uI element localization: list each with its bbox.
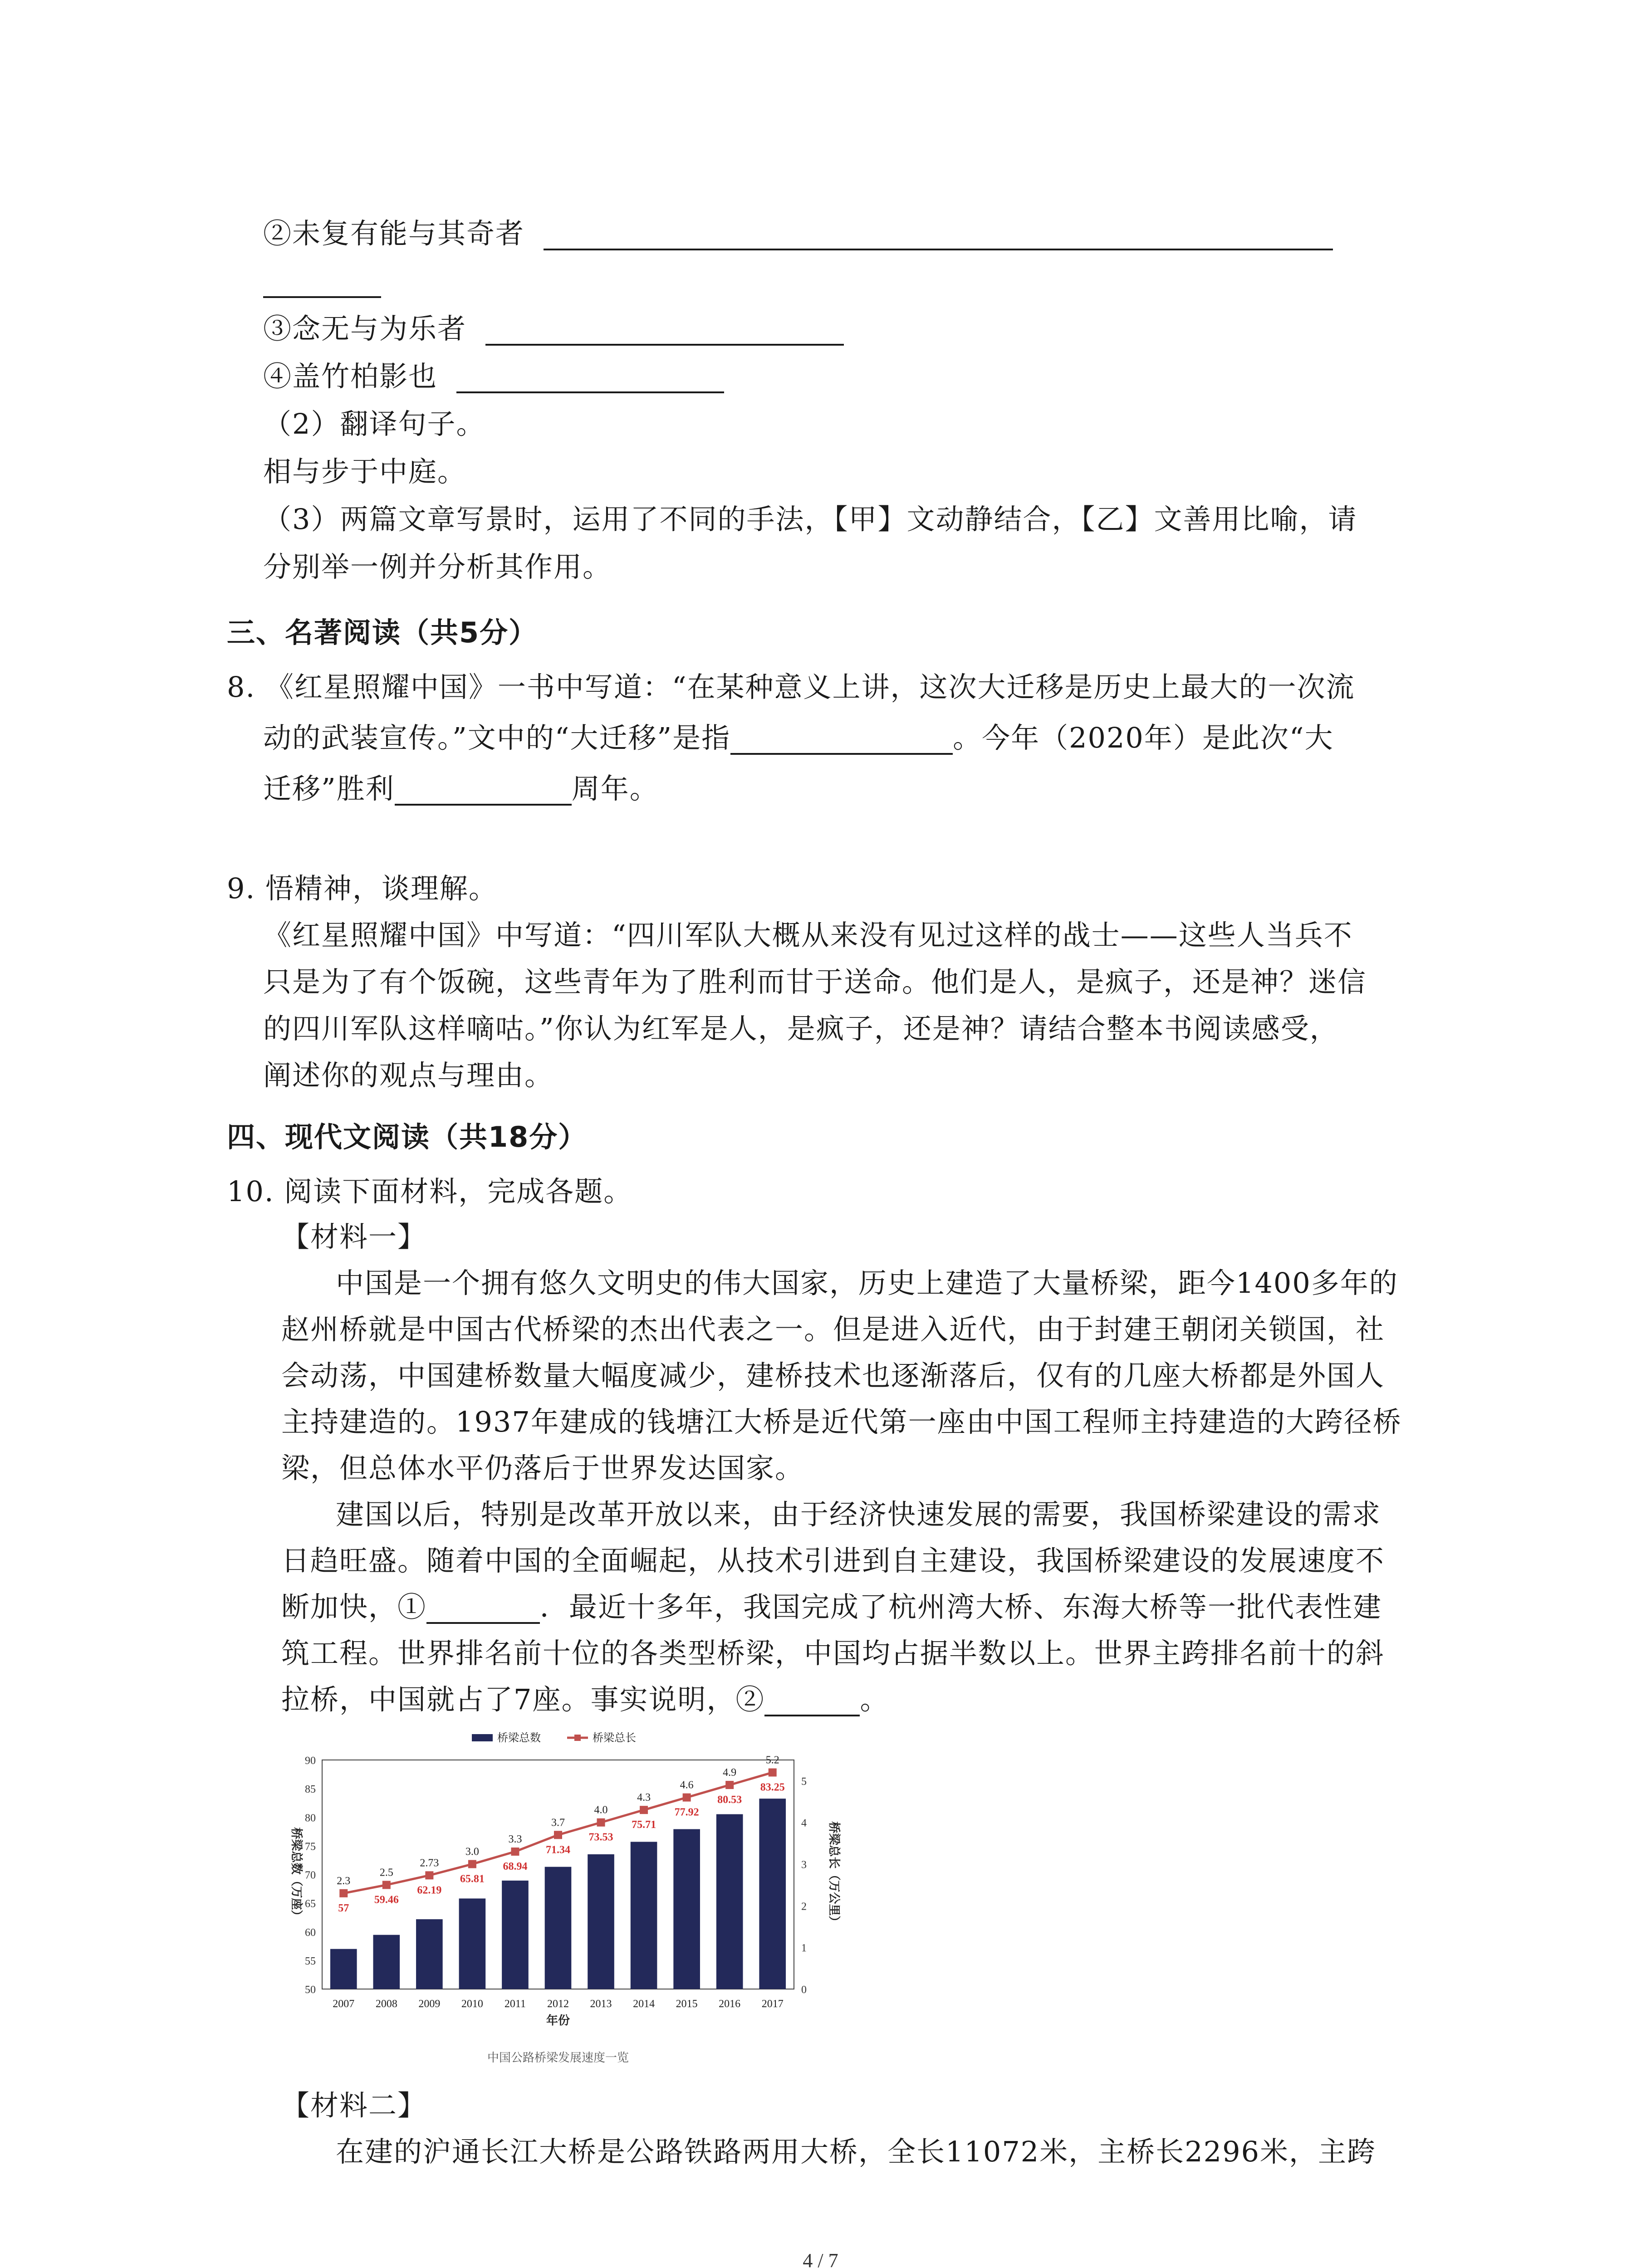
bar bbox=[673, 1829, 700, 1989]
line-point bbox=[640, 1806, 648, 1814]
legend-line-label: 桥梁总长 bbox=[593, 1732, 636, 1744]
x-axis-title: 年份 bbox=[546, 2014, 570, 2027]
answer-blank[interactable] bbox=[263, 287, 381, 298]
y-left-tick-label: 85 bbox=[305, 1784, 316, 1796]
paragraph-2-line5 bbox=[281, 1683, 889, 1716]
answer-blank[interactable] bbox=[456, 364, 724, 393]
x-tick-label: 2015 bbox=[676, 1998, 698, 2010]
line-data-label: 3.7 bbox=[551, 1817, 565, 1829]
line-data-label: 4.3 bbox=[637, 1792, 651, 1804]
y-right-axis-title: 桥梁总长（万公里） bbox=[828, 1821, 841, 1928]
y-right-tick-label: 0 bbox=[801, 1984, 807, 1996]
y-left-axis-title: 桥梁总数（万座） bbox=[290, 1827, 303, 1922]
bar bbox=[631, 1842, 657, 1989]
paragraph-2-line5-text: 拉桥，中国就占了7座。事实说明，② bbox=[281, 1683, 765, 1716]
line-data-label: 4.0 bbox=[594, 1804, 608, 1816]
bar-data-label: 57 bbox=[338, 1902, 349, 1914]
bar bbox=[373, 1935, 400, 1989]
line-point bbox=[554, 1831, 562, 1839]
bar-data-label: 71.34 bbox=[546, 1844, 570, 1856]
paragraph-2-line1: 建国以后，特别是改革开放以来，由于经济快速发展的需要，我国桥梁建设的需求 bbox=[336, 1498, 1381, 1531]
paragraph-1-line4: 主持建造的。1937年建成的钱塘江大桥是近代第一座由中国工程师主持建造的大跨径桥 bbox=[281, 1405, 1402, 1438]
bar-data-label: 62.19 bbox=[417, 1884, 442, 1897]
answer-blank[interactable] bbox=[395, 777, 572, 806]
answer-blank[interactable] bbox=[544, 221, 1333, 250]
bar-data-label: 73.53 bbox=[588, 1831, 613, 1843]
line-point bbox=[769, 1769, 777, 1777]
paragraph-2-line3-text: 断加快，① bbox=[281, 1590, 427, 1623]
line-data-label: 3.0 bbox=[465, 1846, 479, 1858]
q9-line1: 《红星照耀中国》中写道：“四川军队大概从来没有见过这样的战士——这些人当兵不 bbox=[263, 919, 1353, 952]
x-tick-label: 2008 bbox=[375, 1998, 397, 2010]
paragraph-2-line2: 日趋旺盛。随着中国的全面崛起，从技术引进到自主建设，我国桥梁建设的发展速度不 bbox=[281, 1544, 1385, 1577]
bar-data-label: 83.25 bbox=[760, 1781, 785, 1794]
line-point bbox=[683, 1794, 691, 1802]
item-2 bbox=[263, 217, 1333, 250]
sub-question-3-line1: （3）两篇文章写景时，运用了不同的手法，【甲】文动静结合，【乙】文善用比喻，请 bbox=[263, 503, 1357, 536]
bar bbox=[545, 1867, 572, 1989]
y-left-tick-label: 90 bbox=[305, 1755, 316, 1767]
y-right-tick-label: 1 bbox=[801, 1942, 807, 1955]
legend-bar-label: 桥梁总数 bbox=[497, 1732, 541, 1744]
sentence-to-translate: 相与步于中庭。 bbox=[263, 455, 467, 488]
bar-data-label: 68.94 bbox=[503, 1861, 528, 1872]
bar-data-label: 75.71 bbox=[632, 1819, 656, 1831]
bridge-development-chart bbox=[272, 1730, 916, 2075]
q9-line2: 只是为了有个饭碗，这些青年为了胜利而甘于送命。他们是人，是疯子，还是神？迷信 bbox=[263, 965, 1367, 998]
item-3 bbox=[263, 312, 844, 346]
line-point bbox=[425, 1871, 433, 1879]
page-number: 4 / 7 bbox=[803, 2249, 838, 2268]
bar-data-label: 65.81 bbox=[460, 1873, 485, 1885]
item-4 bbox=[263, 360, 724, 393]
material-1-label: 【材料一】 bbox=[281, 1220, 427, 1253]
item-2-text: ②未复有能与其奇者 bbox=[263, 217, 525, 250]
answer-blank[interactable] bbox=[764, 1687, 860, 1716]
sub-question-3-line2: 分别举一例并分析其作用。 bbox=[263, 550, 612, 583]
line-data-label: 4.9 bbox=[723, 1767, 737, 1779]
q8-line1: 8. 《红星照耀中国》一书中写道：“在某种意义上讲，这次大迁移是历史上最大的一次流 bbox=[227, 670, 1355, 704]
q9-line4: 阐述你的观点与理由。 bbox=[263, 1059, 554, 1092]
line-data-label: 2.73 bbox=[420, 1857, 439, 1869]
y-left-tick-label: 65 bbox=[305, 1898, 316, 1910]
paragraph-1-line1: 中国是一个拥有悠久文明史的伟大国家，历史上建造了大量桥梁，距今1400多年的 bbox=[336, 1266, 1398, 1300]
x-tick-label: 2010 bbox=[461, 1998, 483, 2010]
item-2-blank-continued bbox=[263, 264, 381, 298]
q9-line3: 的四川军队这样嘀咕。”你认为红军是人，是疯子，还是神？请结合整本书阅读感受， bbox=[263, 1012, 1339, 1045]
paragraph-2-line3 bbox=[281, 1590, 1382, 1624]
q9-title: 9. 悟精神，谈理解。 bbox=[227, 872, 498, 905]
y-right-tick-label: 3 bbox=[801, 1859, 807, 1871]
sub-question-2: （2）翻译句子。 bbox=[263, 407, 485, 440]
bar bbox=[459, 1898, 486, 1989]
item-4-text: ④盖竹柏影也 bbox=[263, 360, 438, 393]
answer-blank[interactable] bbox=[730, 726, 953, 755]
line-data-label: 5.2 bbox=[765, 1754, 779, 1766]
y-left-tick-label: 55 bbox=[305, 1955, 316, 1967]
bar bbox=[502, 1881, 529, 1989]
y-left-tick-label: 80 bbox=[305, 1812, 316, 1824]
q8-line2-text: 动的武装宣传。”文中的“大迁移”是指 bbox=[263, 721, 731, 754]
line-data-label: 4.6 bbox=[680, 1779, 694, 1791]
bar-data-label: 80.53 bbox=[717, 1794, 742, 1806]
x-tick-label: 2013 bbox=[590, 1998, 612, 2010]
section-4-heading: 四、现代文阅读（共18分） bbox=[227, 1120, 588, 1154]
bar bbox=[588, 1854, 614, 1989]
material-2-label: 【材料二】 bbox=[281, 2089, 427, 2122]
x-tick-label: 2014 bbox=[633, 1998, 655, 2010]
material-2-line1: 在建的沪通长江大桥是公路铁路两用大桥，全长11072米，主桥长2296米，主跨 bbox=[336, 2135, 1376, 2168]
y-left-tick-label: 75 bbox=[305, 1841, 316, 1853]
chart-caption: 中国公路桥梁发展速度一览 bbox=[487, 2051, 629, 2064]
q8-line3-text-end: 周年。 bbox=[571, 772, 659, 805]
answer-blank[interactable] bbox=[426, 1595, 540, 1624]
y-right-tick-label: 4 bbox=[801, 1817, 807, 1829]
x-tick-label: 2007 bbox=[333, 1998, 355, 2010]
x-tick-label: 2011 bbox=[504, 1998, 526, 2010]
x-tick-label: 2016 bbox=[719, 1998, 741, 2010]
q8-line3-text: 迁移”胜利 bbox=[263, 772, 395, 805]
line-point bbox=[468, 1860, 476, 1868]
bar-data-label: 59.46 bbox=[374, 1894, 399, 1906]
q8-line2-text-end: 。今年（2020年）是此次“大 bbox=[953, 721, 1334, 754]
legend-line-marker bbox=[574, 1735, 581, 1741]
section-3-heading: 三、名著阅读（共5分） bbox=[227, 616, 538, 649]
paragraph-1-line2: 赵州桥就是中国古代桥梁的杰出代表之一。但是进入近代，由于封建王朝闭关锁国，社 bbox=[281, 1313, 1385, 1346]
q10-title: 10. 阅读下面材料，完成各题。 bbox=[227, 1175, 633, 1208]
bar bbox=[716, 1814, 743, 1989]
y-left-tick-label: 70 bbox=[305, 1869, 316, 1882]
q8-line2 bbox=[263, 721, 1334, 755]
bar bbox=[416, 1919, 443, 1989]
q8-line3 bbox=[263, 772, 659, 806]
paragraph-2-line5-text-end: 。 bbox=[860, 1683, 889, 1716]
line-point bbox=[382, 1881, 391, 1889]
y-right-tick-label: 2 bbox=[801, 1901, 807, 1913]
paragraph-1-line3: 会动荡，中国建桥数量大幅度减少，建桥技术也逐渐落后，仅有的几座大桥都是外国人 bbox=[281, 1359, 1385, 1392]
bar-data-label: 77.92 bbox=[674, 1806, 699, 1818]
line-point bbox=[339, 1889, 348, 1897]
line-data-label: 2.3 bbox=[337, 1875, 351, 1887]
paragraph-2-line4: 筑工程。世界排名前十位的各类型桥梁，中国均占据半数以上。世界主跨排名前十的斜 bbox=[281, 1637, 1385, 1670]
y-left-tick-label: 50 bbox=[305, 1984, 316, 1996]
bar bbox=[330, 1949, 357, 1989]
y-left-tick-label: 60 bbox=[305, 1926, 316, 1939]
item-3-text: ③念无与为乐者 bbox=[263, 312, 467, 345]
legend-bar-swatch bbox=[472, 1734, 493, 1741]
x-tick-label: 2012 bbox=[547, 1998, 569, 2010]
paragraph-1-line5: 梁，但总体水平仍落后于世界发达国家。 bbox=[281, 1452, 804, 1485]
line-data-label: 2.5 bbox=[379, 1867, 393, 1879]
y-right-tick-label: 5 bbox=[801, 1775, 807, 1788]
bar bbox=[759, 1799, 786, 1989]
x-tick-label: 2017 bbox=[761, 1998, 784, 2010]
line-point bbox=[511, 1848, 519, 1856]
line-point bbox=[597, 1818, 605, 1827]
line-point bbox=[725, 1781, 734, 1789]
x-tick-label: 2009 bbox=[418, 1998, 441, 2010]
answer-blank[interactable] bbox=[485, 317, 844, 346]
line-data-label: 3.3 bbox=[508, 1833, 522, 1845]
paragraph-2-line3-text-end: ．最近十多年，我国完成了杭州湾大桥、东海大桥等一批代表性建 bbox=[540, 1590, 1382, 1623]
